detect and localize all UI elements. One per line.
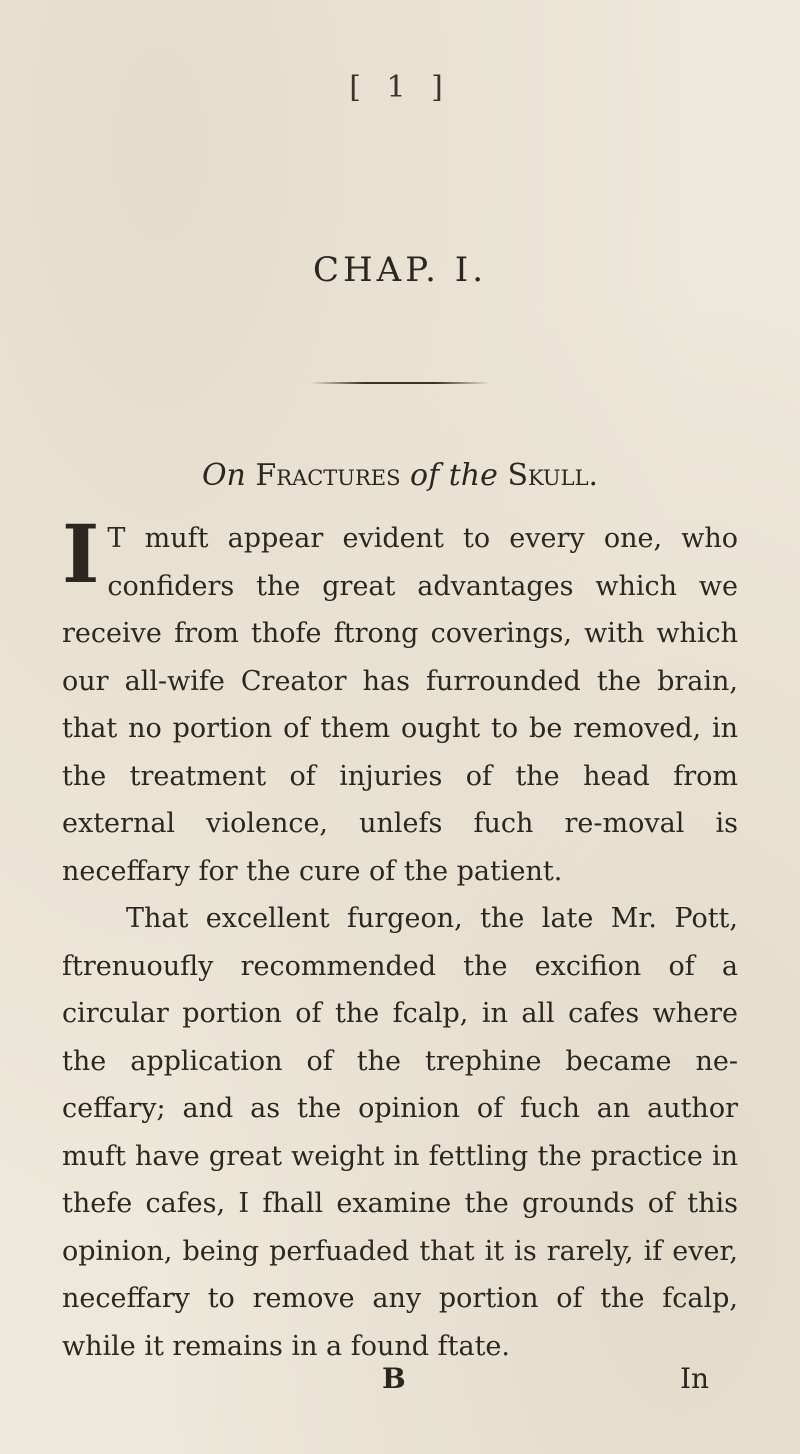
paragraph-1-text: T muft appear evident to every one, who confiders the great advantages which we receive from thofe ftrong coverings, with which our all-wife Creator has furrounded the brain, that no portion of them ought to be removed, in the treatment of injuries of the head from external violence, unlefs fuch re-moval is neceffary for the cure of the patient. [62,523,738,887]
paragraph-1 [62,507,738,895]
chapter-heading: CHAP. I. [312,250,488,290]
signature-mark: B [382,1362,406,1395]
section-title-mid: of the [410,458,498,493]
section-title-main: Fractures [255,458,401,493]
drop-cap-initial: I [62,507,100,601]
page-footer [0,1362,800,1402]
body-text [62,507,738,1370]
catchword: In [680,1362,710,1395]
section-title [0,458,800,493]
decorative-rule [310,382,490,384]
section-title-prefix: On [201,458,246,493]
paragraph-2: That excellent furgeon, the late Mr. Pott, ftrenuoufly recommended the excifion of a circular portion of the fcalp, in all cafes where the application of the trephine became ne-ceffary; and as the opinion of fuch an author muft have great weight in fettling the practice in thefe cafes, I fhall examine the grounds of this opinion, being perfuaded that it is rarely, if ever, neceffary to remove any portion of the fcalp, while it remains in a found ftate. [62,903,738,1362]
section-title-end: Skull. [507,458,599,493]
page-number: [ 1 ] [349,70,451,105]
